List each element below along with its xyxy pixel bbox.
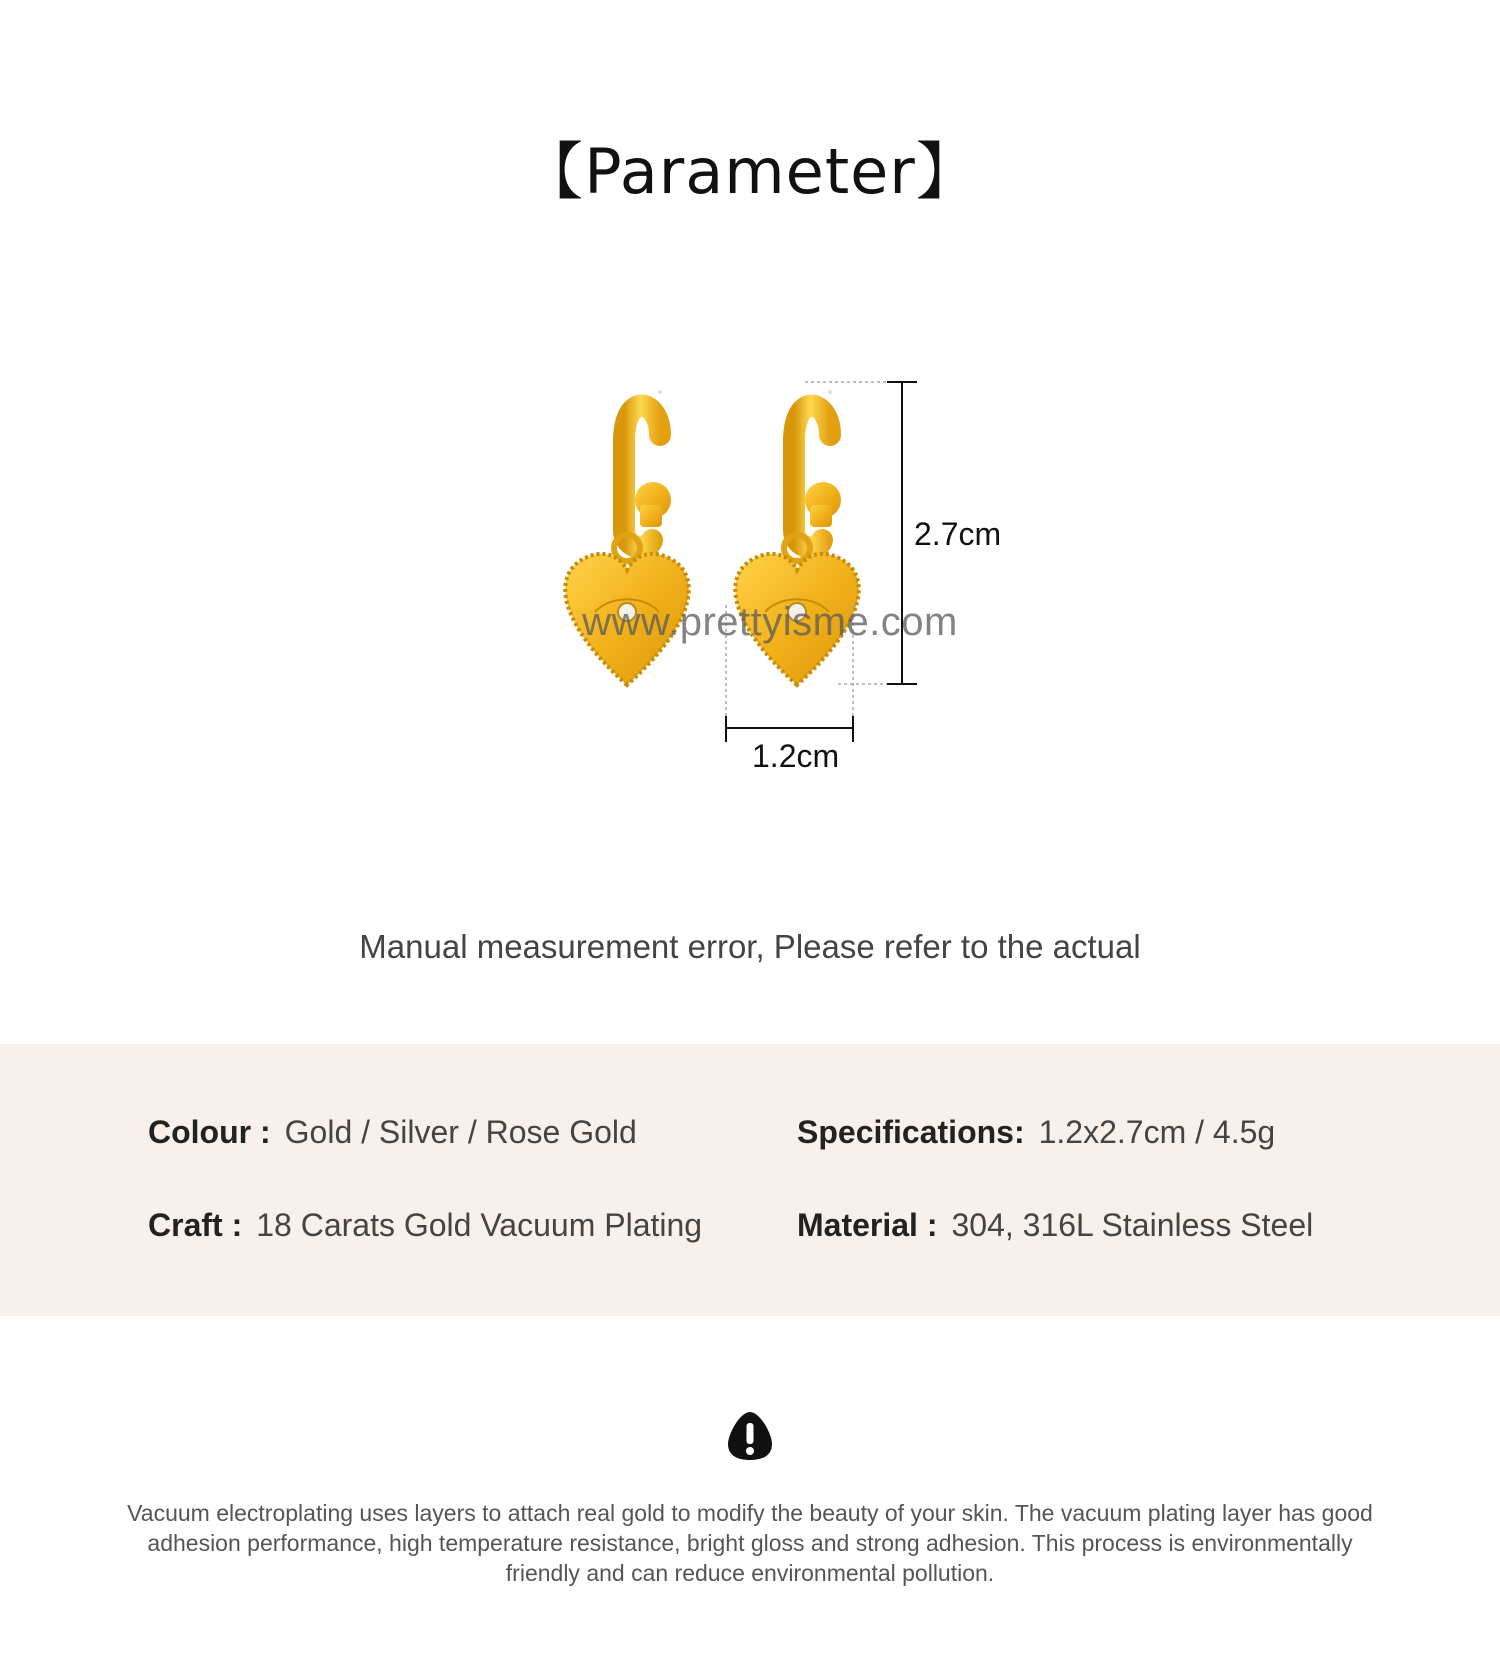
spec-specifications [797, 1114, 1275, 1151]
exclamation-icon [726, 1410, 774, 1466]
spec-material-key: Material : [797, 1207, 938, 1243]
plating-description: Vacuum electroplating uses layers to attach real gold to modify the beauty of your skin. The vacuum plating layer has good adhesion performance, high temperature resistance, bright gloss and strong adhesion. This process is environmentally friendly and can reduce environmental pollution. [127, 1500, 1373, 1586]
spec-specifications-value: 1.2x2.7cm / 4.5g [1038, 1114, 1276, 1150]
spec-craft-value: 18 Carats Gold Vacuum Plating [256, 1207, 703, 1243]
spec-material-value: 304, 316L Stainless Steel [951, 1207, 1314, 1243]
watermark: www.prettyisme.com [582, 600, 958, 644]
product-dimension-figure [500, 380, 1140, 840]
spec-colour-value: Gold / Silver / Rose Gold [284, 1114, 637, 1150]
spec-specifications-key: Specifications: [797, 1114, 1025, 1150]
spec-panel [0, 1044, 1500, 1316]
spec-material [797, 1207, 1313, 1244]
page-title: 【Parameter】 [521, 135, 979, 208]
width-label: 1.2cm [752, 738, 840, 774]
spec-craft-key: Craft : [148, 1207, 243, 1243]
height-label: 2.7cm [914, 516, 1002, 552]
spec-colour [148, 1114, 637, 1151]
spec-craft [148, 1207, 702, 1244]
spec-colour-key: Colour : [148, 1114, 271, 1150]
measurement-note: Manual measurement error, Please refer to the actual [359, 928, 1141, 965]
